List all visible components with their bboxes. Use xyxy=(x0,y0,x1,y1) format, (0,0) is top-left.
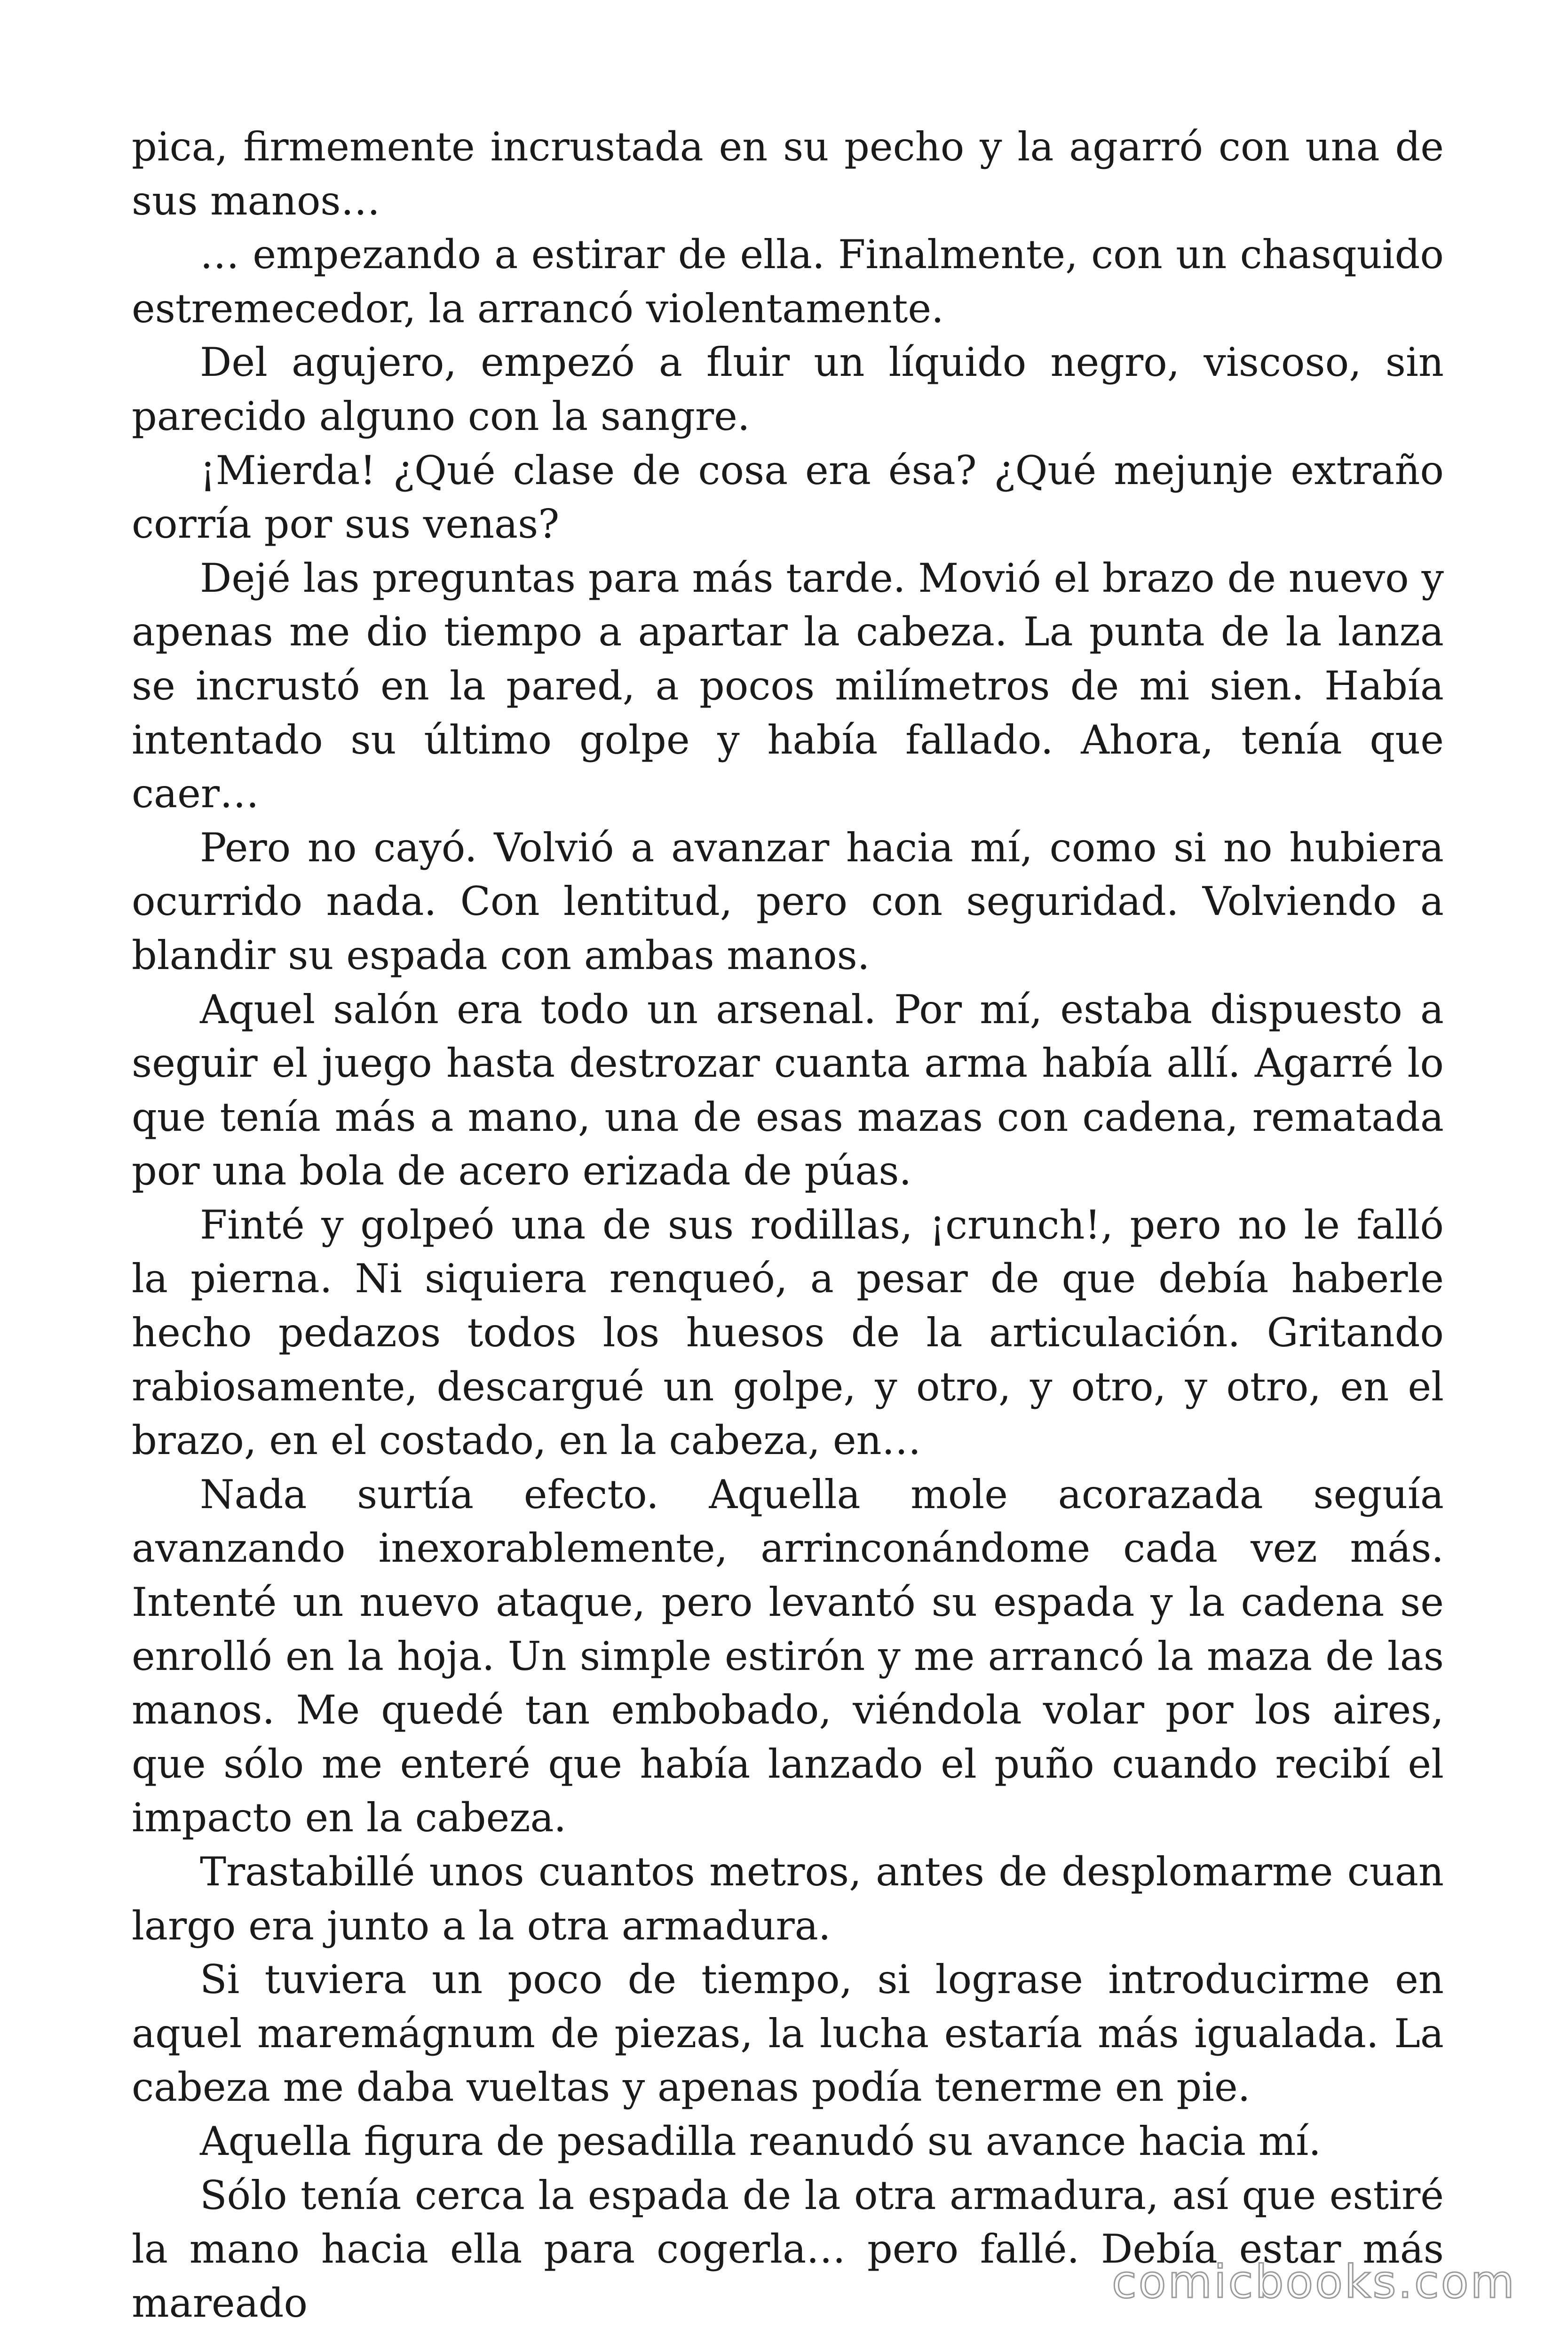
paragraph-8: Finté y golpeó una de sus rodillas, ¡crunch!, pero no le falló la pierna. Ni siquiera renqueó, a pesar de que debía haberle hecho pedazos todos los huesos de la articulación. Gritando rabiosamente, descargué un golpe, y otro, y otro, y otro, en el brazo, en el costado, en la cabeza, en… xyxy=(132,1201,1444,1464)
paragraph-10: Trastabillé unos cuantos metros, antes de desplomarme cuan largo era junto a la otra armadura. xyxy=(132,1849,1444,1949)
paragraph-5: Dejé las preguntas para más tarde. Movió el brazo de nuevo y apenas me dio tiempo a apartar la cabeza. La punta de la lanza se incrustó en la pared, a pocos milímetros de mi sien. Había intentado su último golpe y había fallado. Ahora, tenía que caer… xyxy=(132,555,1444,817)
paragraph-12: Aquella figura de pesadilla reanudó su avance hacia mí. xyxy=(200,2118,1321,2164)
paragraph-1: pica, firmemente incrustada en su pecho y la agarró con una de sus manos… xyxy=(132,124,1444,224)
paragraph-4: ¡Mierda! ¿Qué clase de cosa era ésa? ¿Qué mejunje extraño corría por sus venas? xyxy=(132,447,1444,548)
paragraph-6: Pero no cayó. Volvió a avanzar hacia mí, como si no hubiera ocurrido nada. Con lentitud, pero con seguridad. Volviendo a blandir su espada con ambas manos. xyxy=(132,824,1444,978)
page-body xyxy=(132,120,1444,2330)
paragraph-3: Del agujero, empezó a fluir un líquido negro, viscoso, sin parecido alguno con la sangre. xyxy=(132,339,1444,439)
watermark: comicbooks.com xyxy=(1111,2256,1516,2308)
paragraph-13: Sólo tenía cerca la espada de la otra armadura, así que estiré la mano hacia ella para cogerla… pero fallé. Debía estar más mareado xyxy=(132,2172,1444,2326)
paragraph-2: … empezando a estirar de ella. Finalmente, con un chasquido estremecedor, la arrancó violentamente. xyxy=(132,231,1444,332)
paragraph-9: Nada surtía efecto. Aquella mole acorazada seguía avanzando inexorablemente, arrinconándome cada vez más. Intenté un nuevo ataque, pero levantó su espada y la cadena se enrolló en la hoja. Un simple estirón y me arrancó la maza de las manos. Me quedé tan embobado, viéndola volar por los aires, que sólo me enteré que había lanzado el puño cuando recibí el impacto en la cabeza. xyxy=(132,1471,1444,1841)
paragraph-7: Aquel salón era todo un arsenal. Por mí, estaba dispuesto a seguir el juego hasta destrozar cuanta arma había allí. Agarré lo que tenía más a mano, una de esas mazas con cadena, rematada por una bola de acero erizada de púas. xyxy=(132,986,1444,1194)
paragraph-11: Si tuviera un poco de tiempo, si lograse introducirme en aquel maremágnum de piezas, la lucha estaría más igualada. La cabeza me daba vueltas y apenas podía tenerme en pie. xyxy=(132,1956,1444,2111)
